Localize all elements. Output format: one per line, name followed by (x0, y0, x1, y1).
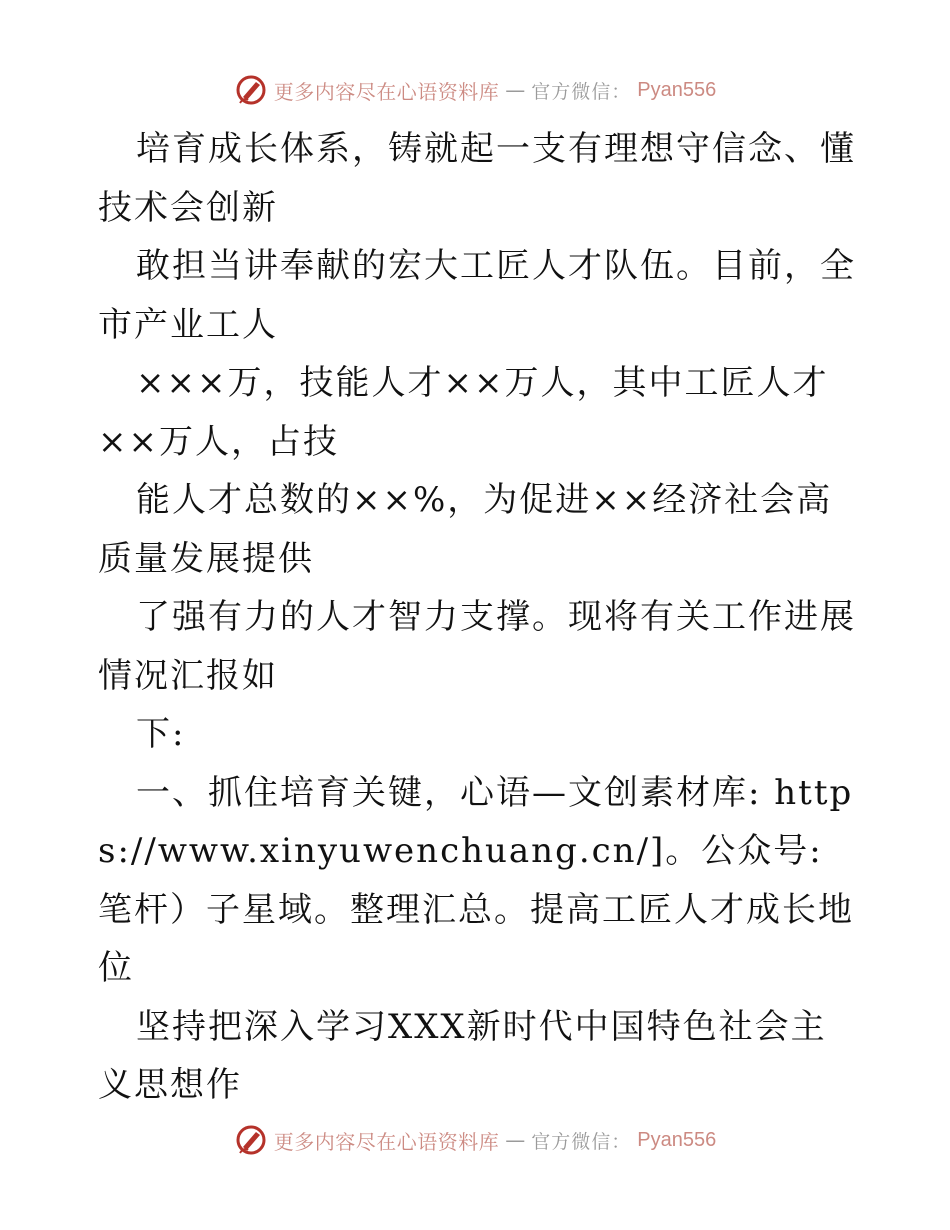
header-watermark-banner (0, 70, 950, 110)
banner-wechat-label: 官方微信： (531, 1130, 632, 1153)
banner-wechat-id: Pyan556 (637, 78, 717, 101)
banner-slogan: 更多内容尽在心语资料库 (273, 1129, 500, 1154)
paragraph: 敢担当讲奉献的宏大工匠人才队伍。目前，全市产业工人 (98, 246, 856, 345)
pen-logo-icon (234, 73, 268, 107)
banner-separator: — (505, 78, 526, 102)
paragraph: 下: (136, 714, 186, 754)
banner-slogan: 更多内容尽在心语资料库 (273, 79, 500, 104)
banner-wechat-id: Pyan556 (637, 1128, 717, 1151)
paragraph: 能人才总数的××%，为促进××经济社会高质量发展提供 (98, 480, 833, 579)
footer-watermark-banner (0, 1120, 950, 1160)
paragraph: 培育成长体系，铸就起一支有理想守信念、懂技术会创新 (98, 129, 856, 228)
banner-wechat-label: 官方微信： (531, 80, 632, 103)
paragraph: 一、抓住培育关键，心语—文创素材库: https://www.xinyuwenchuang.cn/]。公众号: 笔杆）子星域。整理汇总。提高工匠人才成长地位 (98, 772, 854, 988)
paragraph: ×××万，技能人才××万人，其中工匠人才××万人，占技 (98, 363, 829, 462)
paragraph: 了强有力的人才智力支撑。现将有关工作进展情况汇报如 (98, 597, 856, 696)
banner-separator: — (505, 1128, 526, 1152)
document-body (98, 120, 858, 1115)
paragraph: 坚持把深入学习XXX新时代中国特色社会主义思想作 (98, 1006, 827, 1105)
pen-logo-icon (234, 1123, 268, 1157)
